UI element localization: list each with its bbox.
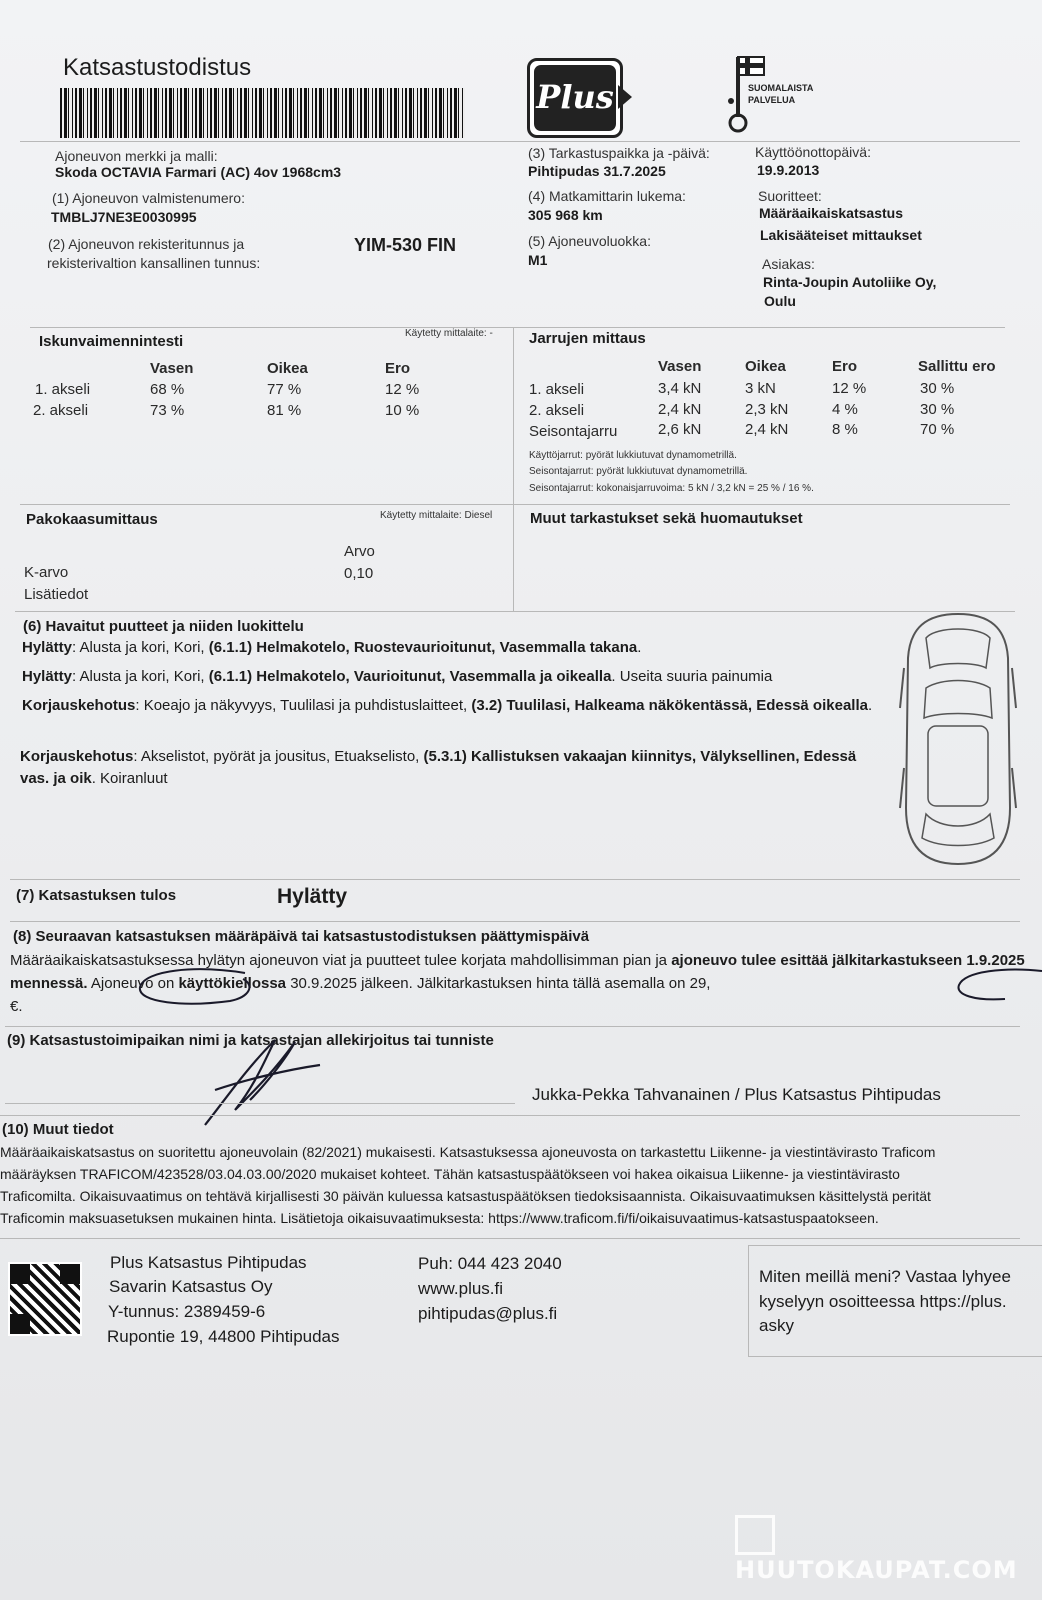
shock-row-vasen: 68 % <box>150 381 185 398</box>
signature-title: (9) Katsastustoimipaikan nimi ja katsastajan allekirjoitus tai tunniste <box>7 1032 494 1049</box>
handwritten-circle-mark <box>135 965 260 1010</box>
defect-item: Korjauskehotus: Akselistot, pyörät ja jousitus, Etuakselisto, (5.3.1) Kallistuksen vakaajan kiinnitys, Välyksellinen, Edessä vas. ja oik. Koiranluut <box>20 748 857 787</box>
defect-item: Hylätty: Alusta ja kori, Kori, (6.1.1) Helmakotelo, Vaurioitunut, Vasemmalla ja oikealla. Useita suuria painumia <box>22 668 773 685</box>
footer-company-line: Rupontie 19, 44800 Pihtipudas <box>107 1327 340 1346</box>
exhaust-extra-label: Lisätiedot <box>24 586 89 603</box>
footer-company-line: Savarin Katsastus Oy <box>109 1277 273 1296</box>
customer-line-1: Rinta-Joupin Autoliike Oy, <box>763 274 937 290</box>
other-info-line: Traficomin maksuasetuksen mukainen hinta. Lisätietoja oikaisuvaatimuksesta: https://www.traficom.fi/fi/oikaisuvaatimus-katsastuspaatokseen. <box>0 1210 879 1226</box>
brakes-row-ero: 12 % <box>832 380 867 397</box>
watermark-logo-icon <box>735 1515 775 1555</box>
shock-row-ero: 10 % <box>385 402 420 419</box>
other-info-line: Määräaikaiskatsastus on suoritettu ajoneuvolain (82/2021) mukaisesti. Katsastuksessa ajoneuvosta on tarkastettu Liikenne- ja viestintävirasto Traficom <box>0 1144 936 1160</box>
watermark: HUUTOKAUPAT.COM <box>735 1515 1035 1575</box>
vin-value: TMBLJ7NE3E0030995 <box>51 209 197 225</box>
footer-website: www.plus.fi <box>418 1279 504 1298</box>
exhaust-title: Pakokaasumittaus <box>26 511 158 528</box>
brakes-row-label: 1. akseli <box>529 381 585 398</box>
next-inspection-title: (8) Seuraavan katsastuksen määräpäivä tai katsastustodistuksen päättymispäivä <box>13 928 590 945</box>
brakes-row-vasen: 2,6 kN <box>658 421 702 438</box>
brakes-note: Seisontajarrut: kokonaisjarruvoima: 5 kN / 3,2 kN = 25 % / 16 %. <box>529 483 814 494</box>
reg-label-2: rekisterivaltion kansallinen tunnus: <box>47 255 261 271</box>
shock-row-label: 2. akseli <box>33 402 89 419</box>
qr-code <box>8 1262 82 1336</box>
exhaust-device: Käytetty mittalaite: Diesel <box>380 510 493 521</box>
document-title: Katsastustodistus <box>63 54 252 81</box>
plus-logo-text: Plus <box>534 65 616 131</box>
brakes-header-ero: Ero <box>832 358 858 375</box>
brakes-row-label: 2. akseli <box>529 402 585 419</box>
brakes-row-sallittu: 30 % <box>920 380 955 397</box>
brakes-header-sallittu: Sallittu ero <box>918 358 996 375</box>
make-label: Ajoneuvon merkki ja malli: <box>55 148 218 164</box>
shock-header-oikea: Oikea <box>267 360 308 377</box>
reg-value: YIM-530 FIN <box>354 235 457 255</box>
other-info-line: määräyksen TRAFICOM/423528/03.04.03.00/2020 mukaiset kohteet. Tähän katsastuspäätökseen voi hakea oikaisua Liikenne- ja viestintävirasto <box>0 1166 900 1182</box>
shock-test-title: Iskunvaimennintesti <box>39 333 184 350</box>
inspector-name: Jukka-Pekka Tahvanainen / Plus Katsastus Pihtipudas <box>532 1085 941 1104</box>
class-label: (5) Ajoneuvoluokka: <box>528 233 651 249</box>
brakes-note: Seisontajarrut: pyörät lukkiutuvat dynamometrillä. <box>529 466 748 477</box>
customer-label: Asiakas: <box>762 256 815 272</box>
k-value-label: K-arvo <box>24 564 69 581</box>
brakes-header-oikea: Oikea <box>745 358 786 375</box>
odometer-label: (4) Matkamittarin lukema: <box>528 188 686 204</box>
other-checks-title: Muut tarkastukset sekä huomautukset <box>530 510 803 527</box>
next-inspection-text: Määräaikaiskatsastuksessa hylätyn ajoneuvon viat ja puutteet tulee korjata mahdollisimman pian ja ajoneuvo tulee esittää jälkitarkastukseen 1.9.2025 mennessä. Ajoneuvo on käyttökiellossa 30.9.2025 jälkeen. Jälkitarkastuksen hinta tällä asemalla on 29, €. <box>10 952 1025 1015</box>
brakes-row-vasen: 2,4 kN <box>658 401 702 418</box>
plus-logo <box>527 58 623 138</box>
footer-company-line: Y-tunnus: 2389459-6 <box>108 1302 266 1321</box>
make-value: Skoda OCTAVIA Farmari (AC) 4ov 1968cm3 <box>55 164 342 180</box>
brakes-row-oikea: 3 kN <box>745 380 776 397</box>
brakes-title: Jarrujen mittaus <box>529 330 646 347</box>
shock-header-ero: Ero <box>385 360 411 377</box>
brakes-row-oikea: 2,3 kN <box>745 401 789 418</box>
result-value: Hylätty <box>277 885 348 908</box>
shock-row-oikea: 77 % <box>267 381 302 398</box>
other-info-line: Traficomilta. Oikaisuvaatimus on tehtävä kirjallisesti 30 päivän kuluessa katsastuspäätöksen tiedoksisaannista. Oikaisuvaatimuksen käsittelystä perität <box>0 1188 931 1204</box>
defect-item: Hylätty: Alusta ja kori, Kori, (6.1.1) Helmakotelo, Ruostevaurioitunut, Vasemmalla takana. <box>22 639 642 656</box>
brakes-row-sallittu: 70 % <box>920 421 955 438</box>
done-item-1: Määräaikaiskatsastus <box>759 205 903 221</box>
barcode <box>60 88 465 138</box>
done-label: Suoritteet: <box>758 188 822 204</box>
brakes-header-vasen: Vasen <box>658 358 702 375</box>
svg-text:PALVELUA: PALVELUA <box>748 95 796 105</box>
place-value: Pihtipudas 31.7.2025 <box>528 163 666 179</box>
place-label: (3) Tarkastuspaikka ja -päivä: <box>528 145 710 161</box>
class-value: M1 <box>528 252 548 268</box>
plus-arrow-icon <box>618 85 632 109</box>
defect-item: Korjauskehotus: Koeajo ja näkyvyys, Tuulilasi ja puhdistuslaitteet, (3.2) Tuulilasi, Halkeama näkökentässä, Edessä oikealla. <box>22 697 873 714</box>
shock-test-device: Käytetty mittalaite: - <box>405 328 493 339</box>
k-value: 0,10 <box>344 565 374 582</box>
footer-phone: Puh: 044 423 2040 <box>418 1254 562 1273</box>
feedback-line: asky <box>759 1316 794 1335</box>
suomalaista-palvelua-key-icon <box>724 55 834 133</box>
reg-label-1: (2) Ajoneuvon rekisteritunnus ja <box>48 236 245 252</box>
feedback-line: Miten meillä meni? Vastaa lyhyee <box>759 1267 1011 1286</box>
result-label: (7) Katsastuksen tulos <box>16 887 177 904</box>
feedback-line: kyselyyn osoitteessa https://plus. <box>759 1292 1007 1311</box>
shock-row-vasen: 73 % <box>150 402 185 419</box>
brakes-note: Käyttöjarrut: pyörät lukkiutuvat dynamometrillä. <box>529 450 737 461</box>
brakes-row-vasen: 3,4 kN <box>658 380 702 397</box>
shock-row-oikea: 81 % <box>267 402 302 419</box>
car-top-view-icon <box>896 608 1020 870</box>
shock-header-vasen: Vasen <box>150 360 194 377</box>
brakes-row-ero: 4 % <box>832 401 858 418</box>
customer-line-2: Oulu <box>764 293 796 309</box>
exhaust-column-header: Arvo <box>344 543 375 560</box>
footer-company-line: Plus Katsastus Pihtipudas <box>110 1253 307 1272</box>
svg-text:SUOMALAISTA: SUOMALAISTA <box>748 83 814 93</box>
defects-title: (6) Havaitut puutteet ja niiden luokittelu <box>23 618 304 635</box>
intro-date-value: 19.9.2013 <box>757 162 820 178</box>
brakes-row-oikea: 2,4 kN <box>745 421 789 438</box>
shock-row-label: 1. akseli <box>35 381 91 398</box>
shock-row-ero: 12 % <box>385 381 420 398</box>
odometer-value: 305 968 km <box>528 207 603 223</box>
intro-date-label: Käyttöönottopäivä: <box>755 144 871 160</box>
other-info-title: (10) Muut tiedot <box>2 1121 114 1138</box>
vin-label: (1) Ajoneuvon valmistenumero: <box>52 190 245 206</box>
brakes-row-sallittu: 30 % <box>920 401 955 418</box>
handwritten-circle-mark <box>955 965 1042 1005</box>
brakes-row-ero: 8 % <box>832 421 858 438</box>
brakes-row-label: Seisontajarru <box>529 423 618 440</box>
done-item-2: Lakisääteiset mittaukset <box>760 227 922 243</box>
footer-email: pihtipudas@plus.fi <box>418 1304 558 1323</box>
